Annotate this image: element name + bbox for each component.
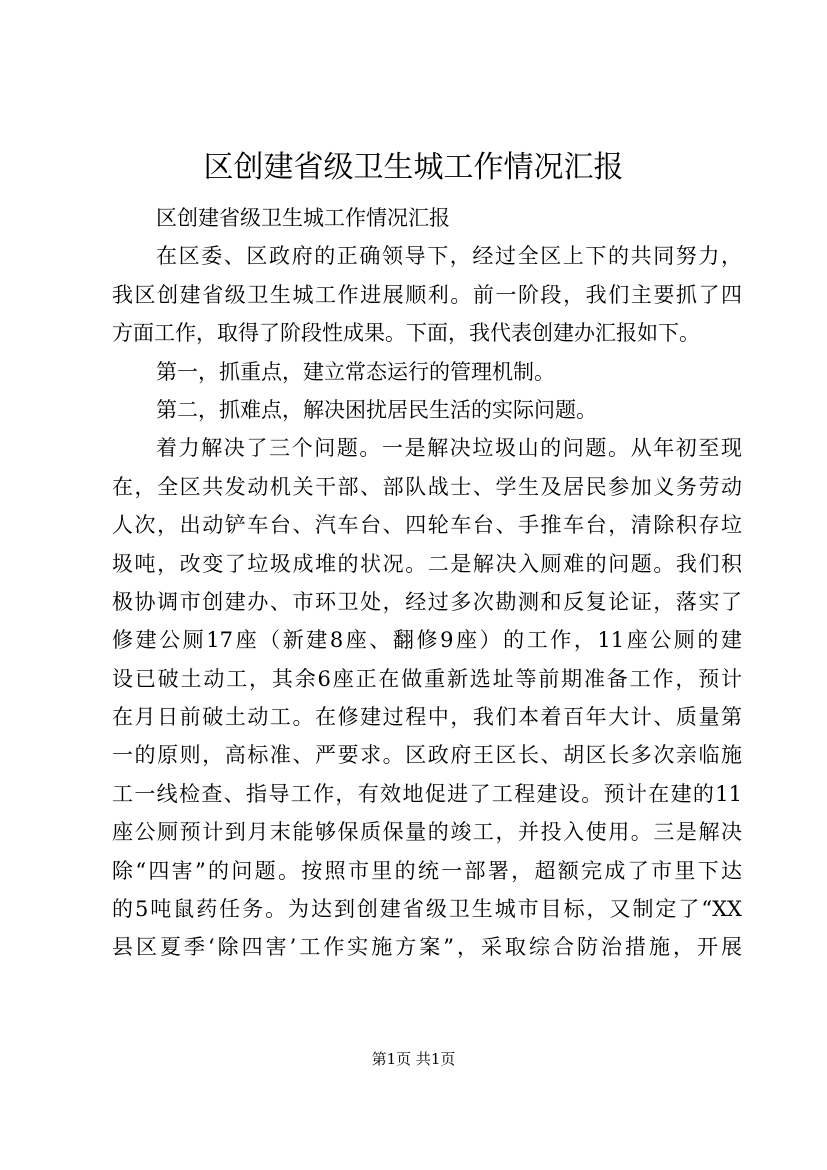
body-line: 人次，出动铲车台、汽车台、四轮车台、手推车台，清除积存垃: [112, 513, 742, 538]
document-body: [112, 199, 742, 967]
body-line: 设已破土动工，其余6座正在做重新选址等前期准备工作，预计: [112, 666, 742, 691]
body-line: 区创建省级卫生城工作情况汇报: [156, 206, 450, 230]
page-footer: 第1页 共1页: [371, 1050, 456, 1068]
body-line: 在月日前破土动工。在修建过程中，我们本着百年大计、质量第: [112, 705, 742, 730]
body-line: 我区创建省级卫生城工作进展顺利。前一阶段，我们主要抓了四: [112, 282, 742, 307]
body-line: 第二，抓难点，解决困扰居民生活的实际问题。: [156, 397, 597, 422]
body-line: 在区委、区政府的正确领导下，经过全区上下的共同努力，: [156, 244, 742, 269]
document-title: 区创建省级卫生城工作情况汇报: [203, 150, 624, 185]
body-line: 工一线检查、指导工作，有效地促进了工程建设。预计在建的11: [112, 781, 742, 806]
body-line: 极协调市创建办、市环卫处，经过多次勘测和反复论证，落实了: [112, 589, 742, 614]
body-line: 圾吨，改变了垃圾成堆的状况。二是解决入厕难的问题。我们积: [112, 551, 742, 576]
body-line: 第一，抓重点，建立常态运行的管理机制。: [156, 359, 555, 384]
body-line: 除“四害”的问题。按照市里的统一部署，超额完成了市里下达: [112, 858, 742, 883]
body-line: 修建公厕17座（新建8座、翻修9座）的工作，11座公厕的建: [112, 628, 742, 653]
body-line: 座公厕预计到月末能够保质保量的竣工，并投入使用。三是解决: [112, 820, 742, 845]
body-line: 着力解决了三个问题。一是解决垃圾山的问题。从年初至现: [156, 436, 742, 461]
body-line: 县区夏季‘除四害’工作实施方案”，采取综合防治措施，开展: [112, 935, 742, 960]
body-line: 的5吨鼠药任务。为达到创建省级卫生城市目标，又制定了“XX: [112, 897, 742, 922]
body-line: 在，全区共发动机关干部、部队战士、学生及居民参加义务劳动: [112, 474, 742, 499]
body-line: 一的原则，高标准、严要求。区政府王区长、胡区长多次亲临施: [112, 743, 742, 768]
body-line: 方面工作，取得了阶段性成果。下面，我代表创建办汇报如下。: [112, 321, 700, 346]
